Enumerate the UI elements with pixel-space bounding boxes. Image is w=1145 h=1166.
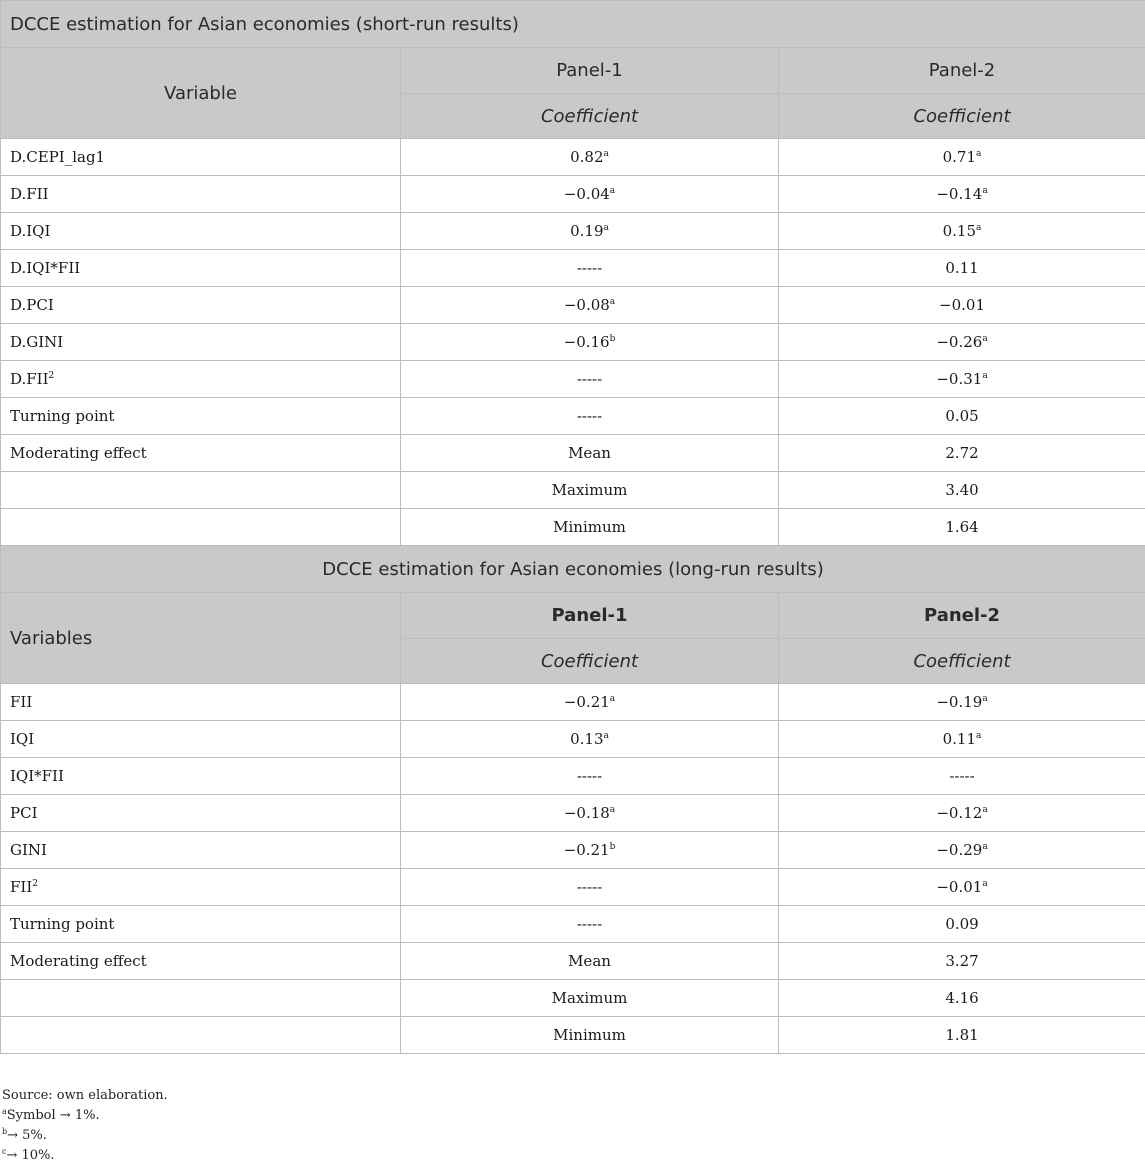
long-run-panel1-value-text: Minimum (553, 1026, 626, 1044)
short-run-panel1-value (401, 361, 779, 398)
long-run-panel1-value-footnote-mark: a (604, 731, 609, 741)
long-run-panel1-value (401, 758, 779, 795)
source-note: Source: own elaboration. (2, 1086, 168, 1106)
short-run-panel2-header: Panel-2 (779, 48, 1145, 94)
long-run-table-row (1, 684, 1145, 721)
short-run-panel2-value-text: 3.40 (945, 481, 978, 499)
long-run-variable-cell (1, 980, 401, 1017)
short-run-variable-cell (1, 509, 401, 546)
short-run-panel1-value-footnote-mark: b (610, 334, 616, 344)
long-run-variable-header: Variables (1, 593, 401, 684)
short-run-panel1-value-text: −0.04 (564, 185, 610, 203)
footnote-a-mark: a (2, 1107, 7, 1116)
long-run-panel1-value (401, 1017, 779, 1054)
short-run-panel2-value-footnote-mark: a (976, 149, 981, 159)
long-run-variable-cell-text: FII (10, 878, 32, 896)
short-run-variable-cell (1, 324, 401, 361)
short-run-panel2-value-text: 1.64 (945, 518, 978, 536)
long-run-variable-cell-text: IQI (10, 730, 34, 748)
short-run-coef1-header: Coefficient (401, 94, 779, 139)
short-run-variable-cell (1, 435, 401, 472)
long-run-coef1-header: Coefficient (401, 639, 779, 684)
short-run-panel2-value (779, 361, 1145, 398)
short-run-panel2-value-text: −0.31 (936, 370, 982, 388)
long-run-panel1-value (401, 795, 779, 832)
long-run-panel2-value (779, 684, 1145, 721)
long-run-panel2-value-footnote-mark: a (982, 805, 987, 815)
long-run-panel1-value-footnote-mark: b (610, 842, 616, 852)
short-run-panel1-value (401, 324, 779, 361)
short-run-variable-cell (1, 250, 401, 287)
short-run-variable-cell-text: Turning point (10, 407, 114, 425)
short-run-panel1-value-text: ----- (577, 407, 602, 425)
short-run-panel1-value (401, 176, 779, 213)
long-run-panel1-value (401, 832, 779, 869)
long-run-panel2-value-text: −0.01 (936, 878, 982, 896)
long-run-table-row (1, 869, 1145, 906)
short-run-panel1-value (401, 398, 779, 435)
short-run-panel1-value-text: Minimum (553, 518, 626, 536)
long-run-table-row (1, 1017, 1145, 1054)
long-run-panel-header-row (1, 593, 1145, 639)
long-run-variable-cell (1, 684, 401, 721)
short-run-panel2-value-text: −0.26 (936, 333, 982, 351)
long-run-panel1-value-text: ----- (577, 767, 602, 785)
short-run-panel2-value-text: −0.14 (936, 185, 982, 203)
short-run-panel1-value-text: ----- (577, 259, 602, 277)
short-run-panel1-value-text: −0.16 (564, 333, 610, 351)
short-run-panel1-value (401, 250, 779, 287)
short-run-panel1-value-footnote-mark: a (604, 149, 609, 159)
long-run-variable-cell-text: Turning point (10, 915, 114, 933)
short-run-variable-cell-text: D.FII (10, 185, 49, 203)
long-run-panel2-value-text: −0.29 (936, 841, 982, 859)
short-run-panel2-value (779, 509, 1145, 546)
short-run-panel1-value-text: Maximum (552, 481, 628, 499)
short-run-panel2-value-text: 0.71 (943, 148, 976, 166)
short-run-variable-cell-text: D.PCI (10, 296, 54, 314)
short-run-panel2-value (779, 250, 1145, 287)
short-run-table-row (1, 176, 1145, 213)
long-run-variable-cell-text: FII (10, 693, 32, 711)
short-run-panel2-value (779, 176, 1145, 213)
long-run-title: DCCE estimation for Asian economies (long-run results) (1, 546, 1145, 593)
long-run-panel2-value-footnote-mark: a (976, 731, 981, 741)
long-run-panel2-value (779, 906, 1145, 943)
long-run-panel2-value-text: 0.11 (943, 730, 976, 748)
short-run-panel2-value (779, 472, 1145, 509)
short-run-variable-header: Variable (1, 48, 401, 139)
short-run-table-row (1, 361, 1145, 398)
long-run-variable-cell (1, 721, 401, 758)
short-run-panel2-value-footnote-mark: a (982, 371, 987, 381)
long-run-panel1-value (401, 721, 779, 758)
long-run-panel1-value (401, 684, 779, 721)
footnote-c (2, 1146, 168, 1166)
long-run-panel1-value-text: −0.21 (564, 841, 610, 859)
footnote-b-mark: b (2, 1127, 7, 1136)
long-run-table-row (1, 795, 1145, 832)
short-run-panel2-value (779, 287, 1145, 324)
long-run-panel1-value-text: 0.13 (570, 730, 603, 748)
long-run-panel2-value (779, 721, 1145, 758)
footnote-b (2, 1126, 168, 1146)
short-run-panel2-value-text: 0.05 (945, 407, 978, 425)
long-run-panel1-value-footnote-mark: a (610, 805, 615, 815)
long-run-panel1-value (401, 980, 779, 1017)
footnote-c-mark: c (2, 1147, 6, 1156)
long-run-panel1-value (401, 869, 779, 906)
long-run-panel2-value-text: ----- (949, 767, 974, 785)
table-body (1, 1, 1145, 1054)
short-run-variable-cell-text: D.IQI (10, 222, 50, 240)
long-run-variable-cell-text: GINI (10, 841, 47, 859)
short-run-panel2-value-text: 2.72 (945, 444, 978, 462)
short-run-title: DCCE estimation for Asian economies (short-run results) (1, 1, 1145, 48)
footnote-c-text: → 10%. (6, 1148, 54, 1163)
long-run-variable-cell (1, 869, 401, 906)
long-run-variable-cell (1, 795, 401, 832)
long-run-panel2-value (779, 832, 1145, 869)
short-run-variable-cell (1, 287, 401, 324)
long-run-panel2-value-text: 1.81 (945, 1026, 978, 1044)
short-run-panel1-value-footnote-mark: a (604, 223, 609, 233)
short-run-panel2-value (779, 324, 1145, 361)
long-run-panel2-value-text: 0.09 (945, 915, 978, 933)
long-run-variable-cell-text: PCI (10, 804, 38, 822)
short-run-coef2-header: Coefficient (779, 94, 1145, 139)
short-run-variable-cell (1, 472, 401, 509)
long-run-panel1-value-text: −0.21 (564, 693, 610, 711)
long-run-panel2-header: Panel-2 (779, 593, 1145, 639)
long-run-variable-cell (1, 758, 401, 795)
long-run-table-row (1, 758, 1145, 795)
short-run-variable-cell (1, 139, 401, 176)
short-run-panel1-value-text: −0.08 (564, 296, 610, 314)
long-run-variable-cell-footnote-mark: 2 (32, 879, 38, 889)
long-run-variable-cell (1, 1017, 401, 1054)
long-run-panel2-value (779, 943, 1145, 980)
short-run-table-row (1, 324, 1145, 361)
short-run-variable-cell-footnote-mark: 2 (49, 371, 55, 381)
short-run-panel1-header: Panel-1 (401, 48, 779, 94)
short-run-variable-cell-text: D.CEPI_lag1 (10, 148, 105, 166)
long-run-variable-cell-text: Moderating effect (10, 952, 147, 970)
short-run-panel1-value (401, 287, 779, 324)
short-run-panel2-value-footnote-mark: a (982, 334, 987, 344)
short-run-variable-cell (1, 176, 401, 213)
short-run-title-row (1, 1, 1145, 48)
short-run-panel1-value (401, 435, 779, 472)
table-footnotes (2, 1086, 168, 1166)
long-run-variable-cell (1, 906, 401, 943)
short-run-table-row (1, 398, 1145, 435)
short-run-variable-cell (1, 213, 401, 250)
long-run-panel1-value-text: Maximum (552, 989, 628, 1007)
footnote-a (2, 1106, 168, 1126)
short-run-panel1-value (401, 213, 779, 250)
short-run-panel1-value (401, 139, 779, 176)
long-run-panel1-value (401, 943, 779, 980)
long-run-variable-cell (1, 832, 401, 869)
long-run-panel1-value-text: ----- (577, 878, 602, 896)
long-run-panel2-value-footnote-mark: a (982, 879, 987, 889)
long-run-title-row (1, 546, 1145, 593)
long-run-panel1-header: Panel-1 (401, 593, 779, 639)
long-run-panel2-value-footnote-mark: a (982, 842, 987, 852)
short-run-table-row (1, 287, 1145, 324)
long-run-table-row (1, 832, 1145, 869)
short-run-panel2-value-footnote-mark: a (982, 186, 987, 196)
short-run-panel2-value (779, 435, 1145, 472)
long-run-panel1-value-footnote-mark: a (610, 694, 615, 704)
short-run-panel1-value (401, 509, 779, 546)
short-run-variable-cell-text: Moderating effect (10, 444, 147, 462)
short-run-variable-cell-text: D.IQI*FII (10, 259, 80, 277)
short-run-panel1-value-footnote-mark: a (610, 297, 615, 307)
long-run-panel1-value-text: ----- (577, 915, 602, 933)
short-run-panel2-value-text: 0.15 (943, 222, 976, 240)
long-run-table-row (1, 943, 1145, 980)
short-run-panel2-value-text: −0.01 (939, 296, 985, 314)
short-run-panel2-value (779, 398, 1145, 435)
long-run-variable-cell (1, 943, 401, 980)
short-run-variable-cell-text: D.FII (10, 370, 49, 388)
long-run-table-row (1, 721, 1145, 758)
footnote-b-text: → 5%. (7, 1128, 47, 1143)
short-run-panel2-value (779, 213, 1145, 250)
long-run-variable-cell-text: IQI*FII (10, 767, 64, 785)
long-run-table-row (1, 906, 1145, 943)
short-run-panel1-value-footnote-mark: a (610, 186, 615, 196)
short-run-panel1-value-text: Mean (568, 444, 611, 462)
footnote-a-text: Symbol → 1%. (7, 1108, 100, 1123)
short-run-table-row (1, 213, 1145, 250)
short-run-table-row (1, 435, 1145, 472)
short-run-panel2-value-text: 0.11 (945, 259, 978, 277)
long-run-panel1-value (401, 906, 779, 943)
short-run-variable-cell-text: D.GINI (10, 333, 63, 351)
short-run-panel1-value-text: 0.19 (570, 222, 603, 240)
long-run-panel2-value-text: 3.27 (945, 952, 978, 970)
short-run-variable-cell (1, 361, 401, 398)
short-run-panel2-value (779, 139, 1145, 176)
short-run-table-row (1, 472, 1145, 509)
long-run-panel2-value-text: 4.16 (945, 989, 978, 1007)
long-run-panel2-value (779, 1017, 1145, 1054)
long-run-panel2-value-text: −0.19 (936, 693, 982, 711)
short-run-panel1-value-text: ----- (577, 370, 602, 388)
long-run-panel2-value (779, 758, 1145, 795)
long-run-panel2-value (779, 980, 1145, 1017)
short-run-table-row (1, 509, 1145, 546)
short-run-panel1-value-text: 0.82 (570, 148, 603, 166)
short-run-table-row (1, 139, 1145, 176)
short-run-panel-header-row (1, 48, 1145, 94)
long-run-panel2-value (779, 869, 1145, 906)
long-run-panel1-value-text: −0.18 (564, 804, 610, 822)
short-run-variable-cell (1, 398, 401, 435)
long-run-coef2-header: Coefficient (779, 639, 1145, 684)
short-run-table-row (1, 250, 1145, 287)
long-run-table-row (1, 980, 1145, 1017)
long-run-panel2-value-text: −0.12 (936, 804, 982, 822)
long-run-panel2-value (779, 795, 1145, 832)
short-run-panel2-value-footnote-mark: a (976, 223, 981, 233)
long-run-panel1-value-text: Mean (568, 952, 611, 970)
long-run-panel2-value-footnote-mark: a (982, 694, 987, 704)
short-run-panel1-value (401, 472, 779, 509)
